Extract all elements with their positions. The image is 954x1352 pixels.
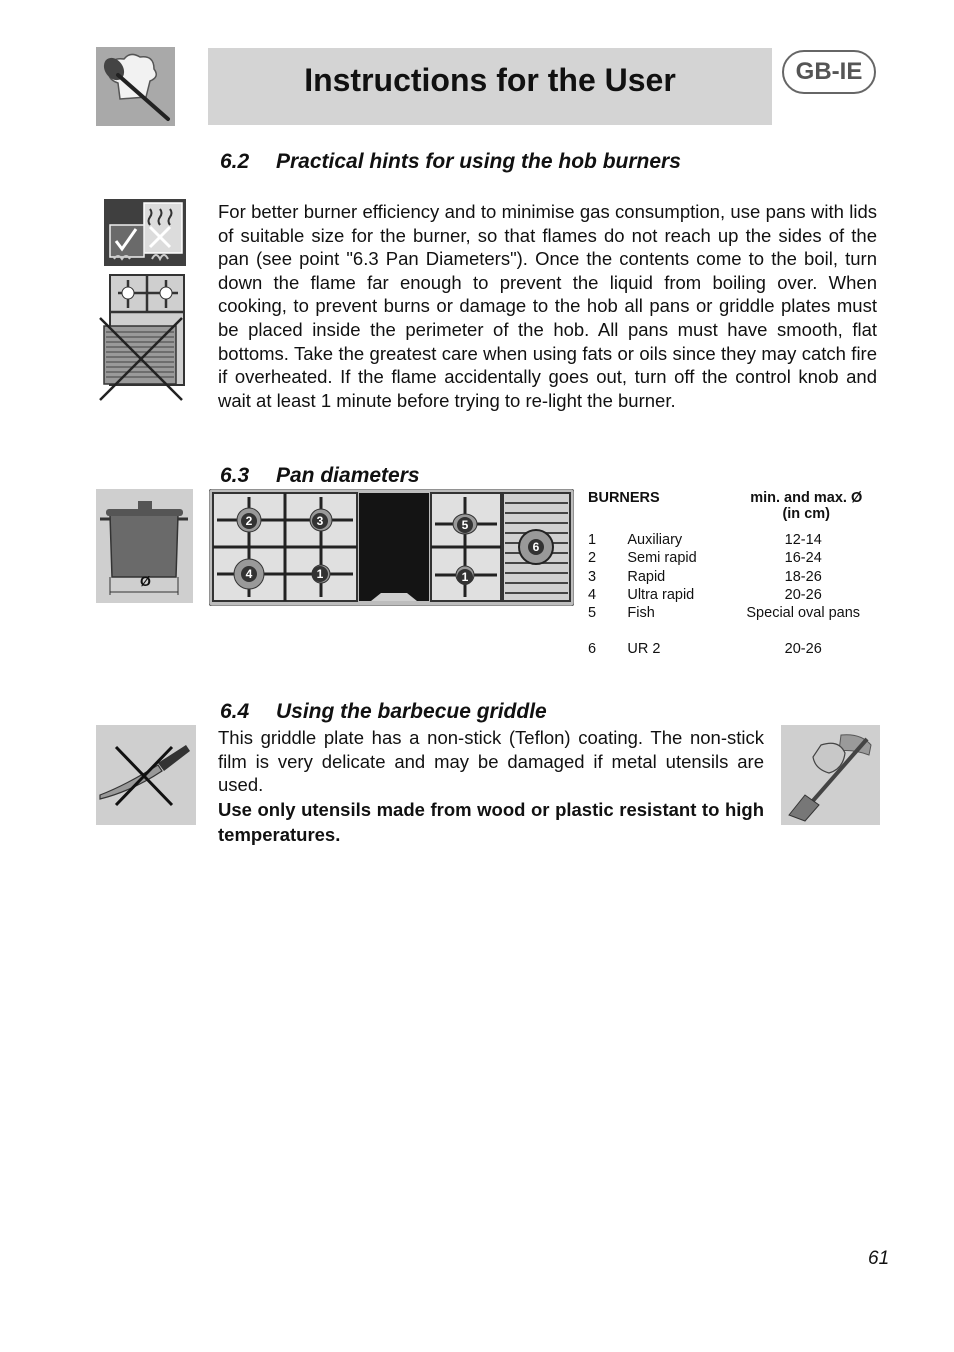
section-title: Pan diameters — [276, 464, 420, 487]
table-row: 4 Ultra rapid 20-26 — [588, 586, 822, 603]
section-title: Practical hints for using the hob burners — [276, 150, 681, 173]
col-header-burners: BURNERS — [588, 490, 660, 506]
section-6-4-heading — [220, 700, 547, 724]
burner-label-1: 1 — [312, 566, 328, 582]
burner-label-5: 5 — [457, 517, 473, 533]
diameter-symbol: Ø — [140, 573, 151, 589]
country-badge: GB-IE — [782, 50, 876, 94]
page-number: 61 — [868, 1248, 890, 1269]
pan-diameter-icon — [96, 489, 193, 603]
burner-table — [588, 490, 880, 660]
table-row: 3 Rapid 18-26 — [588, 568, 822, 585]
section-6-4-warning: Use only utensils made from wood or plastic resistant to high temperatures. — [218, 799, 764, 845]
table-row: 1 Auxiliary 12-14 — [588, 532, 822, 548]
section-6-2-body: For better burner efficiency and to minimise gas consumption, use pans with lids of suitable size for the burner, so that flames do not reach up the sides of the pan (see point "6.3 Pan Diameters"). Once the contents come to the boil, turn down the flame far enough to prevent the liquid from boiling over. When cooking, to prevent burns or damage to the hob all pans or griddle plates must be placed inside the perimeter of the hob. All pans must have smooth, flat bottoms. Take the greatest care when using fats or oils since they may catch fire if overheated. If the flame accidentally goes out, turn off the control knob and wait at least 1 minute before trying to re-light the burner. — [218, 201, 877, 411]
hand-spatula-icon — [781, 725, 880, 825]
table-row: 6 UR 2 20-26 — [588, 641, 822, 658]
hob-layout-diagram — [209, 489, 574, 606]
col-header-diameter: min. and max. Ø (in cm) — [750, 490, 863, 522]
pan-with-lid-icon — [104, 199, 186, 266]
section-6-3-heading — [220, 464, 420, 488]
chef-spoon-logo — [96, 47, 175, 126]
section-6-2-heading — [220, 150, 681, 174]
section-number: 6.2 — [220, 150, 250, 173]
burner-label-4: 4 — [241, 566, 257, 582]
section-number: 6.4 — [220, 700, 250, 723]
crossed-knife-icon — [96, 725, 196, 825]
burner-label-3: 3 — [312, 513, 328, 529]
burner-label-6: 6 — [528, 539, 544, 555]
section-title: Using the barbecue griddle — [276, 700, 547, 723]
table-row: 5 Fish Special oval pans — [588, 605, 861, 622]
crossed-griddle-icon — [98, 272, 186, 404]
page-title: Instructions for the User — [304, 62, 676, 98]
section-number: 6.3 — [220, 464, 250, 487]
table-row: 2 Semi rapid 16-24 — [588, 550, 822, 567]
burner-label-1b: 1 — [457, 569, 473, 585]
burner-label-2: 2 — [241, 513, 257, 529]
section-6-4-body: This griddle plate has a non-stick (Teflon) coating. The non-stick film is very delicate and may be damaged if metal utensils are used. — [218, 727, 764, 796]
